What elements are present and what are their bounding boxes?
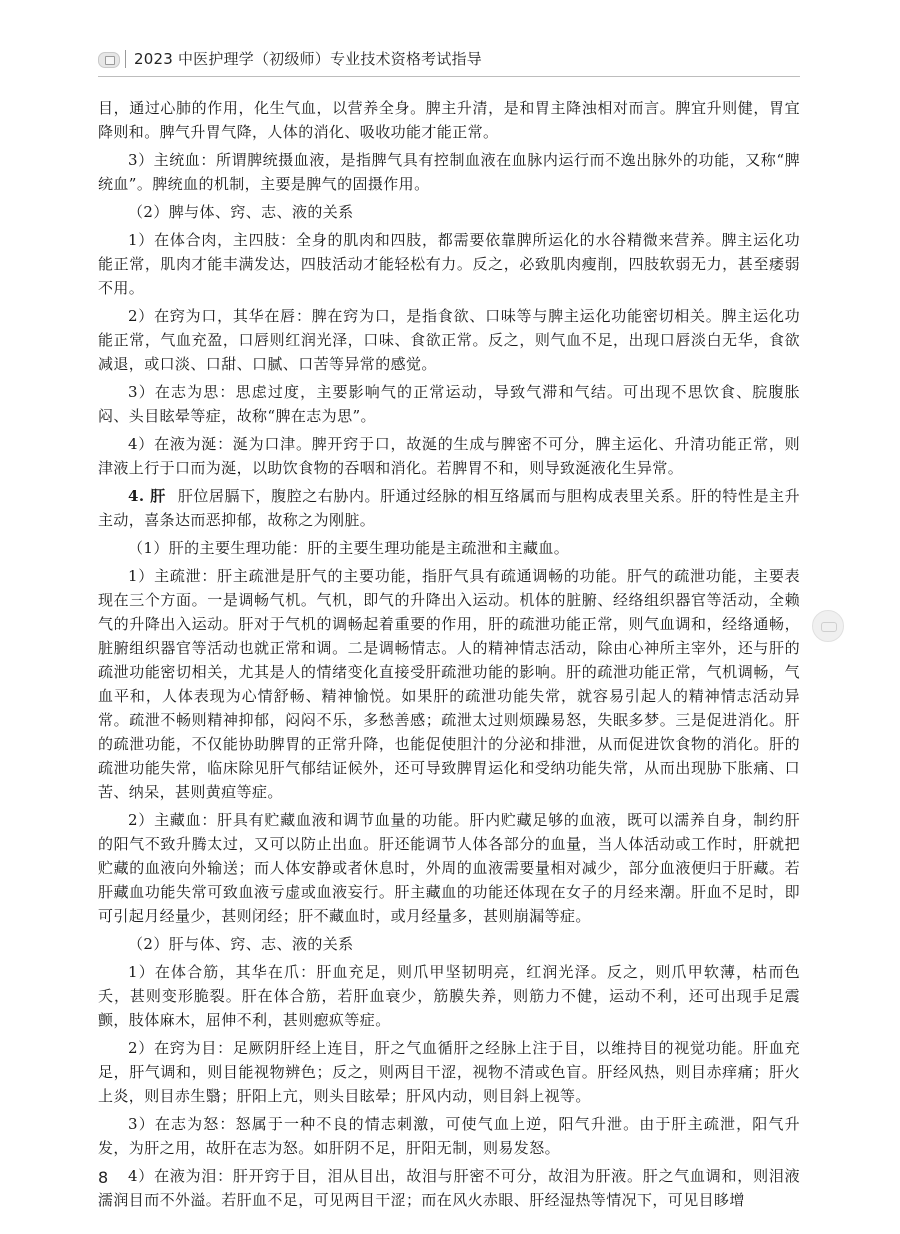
header-divider xyxy=(125,50,126,68)
page-number: 8 xyxy=(98,1168,109,1187)
book-logo-icon xyxy=(98,52,120,68)
section-heading-liver: 4. 肝 xyxy=(128,487,166,505)
paragraph-spleen-controls-blood: 3）主统血：所谓脾统摄血液，是指脾气具有控制血液在血脉内运行而不逸出脉外的功能，又称“脾统血”。脾统血的机制，主要是脾气的固摄作用。 xyxy=(98,151,800,193)
subheading-spleen-relations: （2）脾与体、窍、志、液的关系 xyxy=(128,203,354,221)
paragraph-liver-anger: 3）在志为怒：怒属于一种不良的情志刺激，可使气血上逆，阳气升泄。由于肝主疏泄，阳气升发，为肝之用，故肝在志为怒。如肝阴不足，肝阳无制，则易发怒。 xyxy=(98,1115,800,1157)
paragraph-liver-stores-blood: 2）主藏血：肝具有贮藏血液和调节血量的功能。肝内贮藏足够的血液，既可以濡养自身，制约肝的阳气不致升腾太过，又可以防止出血。肝还能调节人体各部分的血量，当人体活动或工作时，肝就把贮藏的血液向外输送；而人体安静或者休息时，外周的血液需要量相对减少，部分血液便归于肝藏。若肝藏血功能失常可致血液亏虚或血液妄行。肝主藏血的功能还体现在女子的月经来潮。肝血不足时，即可引起月经量少，甚则闭经；肝不藏血时，或月经量多，甚则崩漏等症。 xyxy=(98,811,800,925)
paragraph-liver-dispersion: 1）主疏泄：肝主疏泄是肝气的主要功能，指肝气具有疏通调畅的功能。肝气的疏泄功能，主要表现在三个方面。一是调畅气机。气机，即气的升降出入运动。机体的脏腑、经络组织器官等活动，全赖气的升降出入运动。肝对于气机的调畅起着重要的作用，肝的疏泄功能正常，则气血调和，经络通畅，脏腑组织器官等活动也就正常和调。二是调畅情志。人的精神情志活动，除由心神所主宰外，还与肝的疏泄功能密切相关，尤其是人的情绪变化直接受肝疏泄功能的影响。肝的疏泄功能正常，气机调畅，气血平和，人体表现为心情舒畅、精神愉悦。如果肝的疏泄功能失常，就容易引起人的精神情志活动异常。疏泄不畅则精神抑郁，闷闷不乐，多愁善感；疏泄太过则烦躁易怒，失眠多梦。三是促进消化。肝的疏泄功能，不仅能协助脾胃的正常升降，也能促使胆汁的分泌和排泄，从而促进饮食物的消化。肝的疏泄功能失常，临床除见肝气郁结证候外，还可导致脾胃运化和受纳功能失常，从而出现胁下胀痛、口苦、纳呆，甚则黄疸等症。 xyxy=(98,567,800,801)
page-body xyxy=(98,96,800,1216)
paragraph-liver-eyes: 2）在窍为目：足厥阴肝经上连目，肝之气血循肝之经脉上注于目，以维持目的视觉功能。肝血充足，肝气调和，则目能视物辨色；反之，则两目干涩，视物不清或色盲。肝经风热，则目赤痒痛；肝火上炎，则目赤生翳；肝阳上亢，则头目眩晕；肝风内动，则目斜上视等。 xyxy=(98,1039,800,1105)
margin-watermark-icon xyxy=(812,610,844,642)
paragraph-spleen-saliva: 4）在液为涎：涎为口津。脾开窍于口，故涎的生成与脾密不可分，脾主运化、升清功能正常，则津液上行于口而为涎，以助饮食物的吞咽和消化。若脾胃不和，则导致涎液化生异常。 xyxy=(98,435,800,477)
paragraph-liver-tears: 4）在液为泪：肝开窍于目，泪从目出，故泪与肝密不可分，故泪为肝液。肝之气血调和，则泪液濡润目而不外溢。若肝血不足，可见两目干涩；而在风火赤眼、肝经湿热等情况下，可见目眵增 xyxy=(98,1167,800,1209)
paragraph-spleen-mouth: 2）在窍为口，其华在唇：脾在窍为口，是指食欲、口味等与脾主运化功能密切相关。脾主运化功能正常，气血充盈，口唇则红润光泽，口味、食欲正常。反之，则气血不足，出现口唇淡白无华，食欲减退，或口淡、口甜、口腻、口苦等异常的感觉。 xyxy=(98,307,800,373)
section-liver-text: 肝位居膈下，腹腔之右胁内。肝通过经脉的相互络属而与胆构成表里关系。肝的特性是主升主动，喜条达而恶抑郁，故称之为刚脏。 xyxy=(98,487,800,529)
running-title: 2023 中医护理学（初级师）专业技术资格考试指导 xyxy=(134,50,482,68)
paragraph-spleen-muscles: 1）在体合肉，主四肢：全身的肌肉和四肢，都需要依靠脾所运化的水谷精微来营养。脾主运化功能正常，肌肉才能丰满发达，四肢活动才能轻松有力。反之，必致肌肉瘦削，四肢软弱无力，甚至痿弱不用。 xyxy=(98,231,800,297)
section-liver xyxy=(98,484,800,532)
header-rule xyxy=(98,76,800,77)
paragraph-spleen-thought: 3）在志为思：思虑过度，主要影响气的正常运动，导致气滞和气结。可出现不思饮食、脘腹胀闷、头目眩晕等症，故称“脾在志为思”。 xyxy=(98,383,800,425)
page-header xyxy=(0,0,900,78)
paragraph-continuation: 目，通过心肺的作用，化生气血，以营养全身。脾主升清，是和胃主降浊相对而言。脾宜升则健，胃宜降则和。脾气升胃气降，人体的消化、吸收功能才能正常。 xyxy=(98,99,800,141)
subheading-liver-relations: （2）肝与体、窍、志、液的关系 xyxy=(128,935,354,953)
subheading-liver-functions: （1）肝的主要生理功能：肝的主要生理功能是主疏泄和主藏血。 xyxy=(128,539,570,557)
paragraph-liver-tendons: 1）在体合筋，其华在爪：肝血充足，则爪甲坚韧明亮，红润光泽。反之，则爪甲软薄，枯而色夭，甚则变形脆裂。肝在体合筋，若肝血衰少，筋膜失养，则筋力不健，运动不利，还可出现手足震颤，肢体麻木，屈伸不利，甚则瘛疭等症。 xyxy=(98,963,800,1029)
